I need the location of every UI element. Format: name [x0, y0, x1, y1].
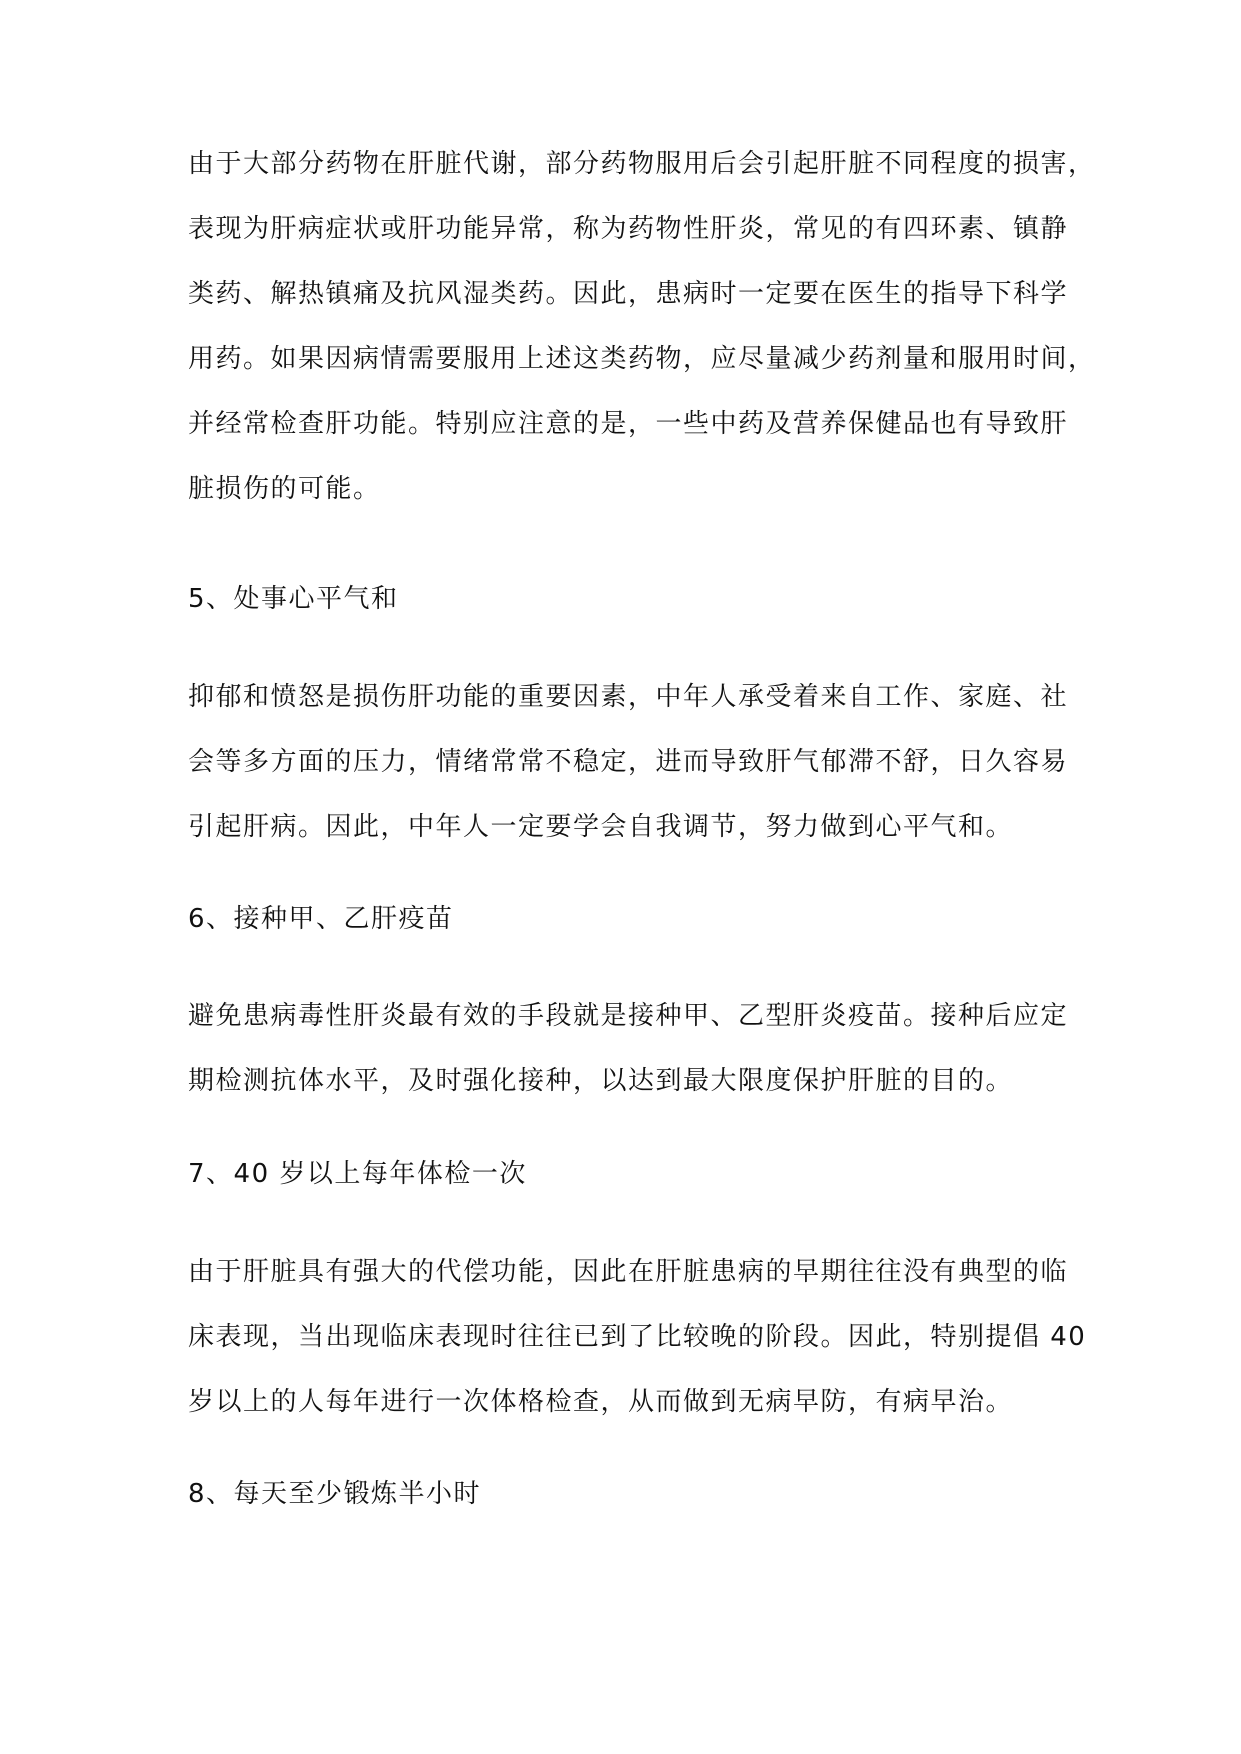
- heading-text: 6、接种甲、乙肝疫苗: [188, 904, 454, 934]
- text-line: 脏损伤的可能。: [188, 474, 381, 504]
- text-line: 岁以上的人每年进行一次体格检查，从而做到无病早防，有病早治。: [188, 1387, 1014, 1417]
- paragraph-annual-checkup: [188, 1240, 1088, 1435]
- paragraph-emotional-balance: [188, 665, 1088, 860]
- heading-text: 7、40 岁以上每年体检一次: [188, 1159, 527, 1189]
- text-line: 类药、解热镇痛及抗风湿类药。因此，患病时一定要在医生的指导下科学: [188, 279, 1069, 309]
- text-line: 由于大部分药物在肝脏代谢，部分药物服用后会引起肝脏不同程度的损害，: [188, 149, 1096, 179]
- heading-text: 5、处事心平气和: [188, 584, 399, 614]
- section-heading-7: [188, 1142, 1088, 1207]
- heading-text: 8、每天至少锻炼半小时: [188, 1479, 482, 1509]
- text-line: 会等多方面的压力，情绪常常不稳定，进而导致肝气郁滞不舒，日久容易: [188, 747, 1069, 777]
- text-line: 引起肝病。因此，中年人一定要学会自我调节，努力做到心平气和。: [188, 812, 1014, 842]
- section-heading-6: [188, 887, 1088, 952]
- text-line: 期检测抗体水平，及时强化接种，以达到最大限度保护肝脏的目的。: [188, 1066, 1014, 1096]
- text-line: 并经常检查肝功能。特别应注意的是，一些中药及营养保健品也有导致肝: [188, 409, 1069, 439]
- text-line: 表现为肝病症状或肝功能异常，称为药物性肝炎，常见的有四环素、镇静: [188, 214, 1069, 244]
- section-heading-8: [188, 1462, 1088, 1527]
- text-line: 抑郁和愤怒是损伤肝功能的重要因素，中年人承受着来自工作、家庭、社: [188, 682, 1069, 712]
- text-line: 用药。如果因病情需要服用上述这类药物，应尽量减少药剂量和服用时间，: [188, 344, 1096, 374]
- text-line: 由于肝脏具有强大的代偿功能，因此在肝脏患病的早期往往没有典型的临: [188, 1257, 1069, 1287]
- text-line: 床表现，当出现临床表现时往往已到了比较晚的阶段。因此，特别提倡 40: [188, 1322, 1087, 1352]
- paragraph-vaccination: [188, 984, 1088, 1114]
- paragraph-drug-hepatitis: [188, 132, 1096, 522]
- section-heading-5: [188, 567, 1088, 632]
- text-line: 避免患病毒性肝炎最有效的手段就是接种甲、乙型肝炎疫苗。接种后应定: [188, 1001, 1069, 1031]
